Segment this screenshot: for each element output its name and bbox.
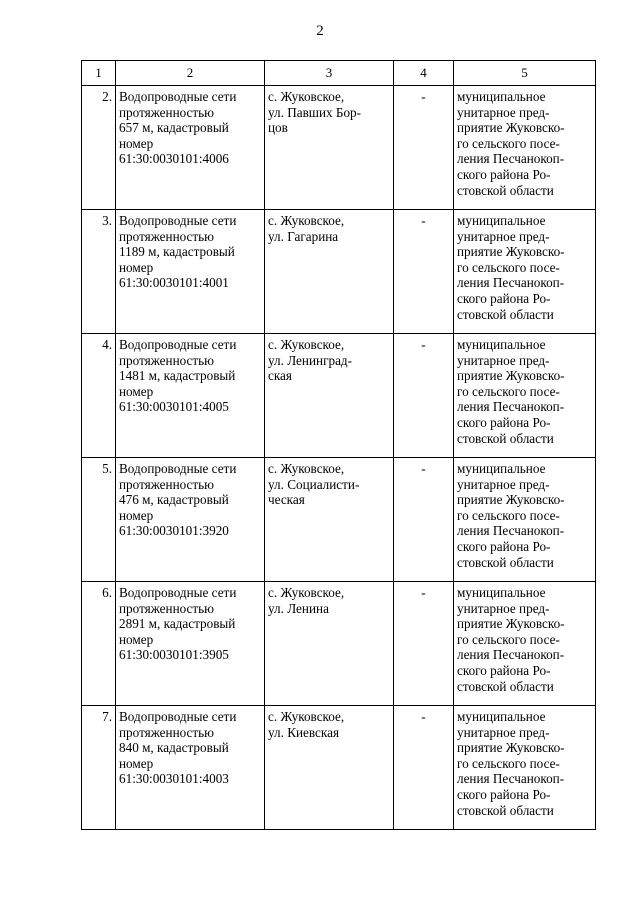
object-name-cell-line: номер	[119, 383, 154, 399]
address-cell-line: ул. Социалисти-	[268, 476, 360, 492]
address-cell-line: с. Жуковское,	[268, 89, 345, 104]
address-cell-line: ул. Павших Бор-	[268, 104, 362, 120]
column-header-number: 1	[82, 61, 116, 86]
object-name-cell-line: Водопроводные сети	[119, 89, 237, 104]
owner-cell-line: го сельского посе-	[457, 631, 560, 647]
owner-cell-line: унитарное пред-	[457, 352, 550, 368]
object-name-cell-line: номер	[119, 631, 154, 647]
object-name-cell-line: протяженностью	[119, 600, 215, 616]
owner-cell-line: унитарное пред-	[457, 228, 550, 244]
area-cell: -	[394, 334, 454, 458]
area-cell: -	[394, 210, 454, 334]
address-cell	[265, 334, 394, 458]
property-registry-table	[81, 60, 596, 830]
object-name-cell	[116, 706, 265, 830]
address-cell-line: с. Жуковское,	[268, 213, 345, 228]
owner-cell-line: приятие Жуковско-	[457, 492, 565, 508]
owner-cell-line: муниципальное	[457, 461, 546, 476]
table-row	[82, 86, 596, 210]
row-number-cell: 5.	[82, 458, 116, 582]
table-row	[82, 582, 596, 706]
page-number: 2	[316, 23, 324, 39]
object-name-cell-line: 1189 м, кадастровый	[119, 244, 235, 260]
object-name-cell-line: протяженностью	[119, 104, 215, 120]
object-name-cell	[116, 210, 265, 334]
object-name-cell-line: Водопроводные сети	[119, 585, 237, 600]
table-row	[82, 706, 596, 830]
owner-cell	[454, 706, 596, 830]
owner-cell-line: ления Песчанокоп-	[457, 647, 565, 663]
table-body	[82, 86, 596, 830]
owner-cell	[454, 86, 596, 210]
owner-cell-line: ского района Ро-	[457, 414, 551, 430]
object-name-cell	[116, 458, 265, 582]
area-cell: -	[394, 458, 454, 582]
owner-cell-line: ления Песчанокоп-	[457, 523, 565, 539]
area-cell: -	[394, 86, 454, 210]
owner-cell	[454, 210, 596, 334]
address-cell	[265, 706, 394, 830]
owner-cell-line: муниципальное	[457, 585, 546, 600]
address-cell-line: с. Жуковское,	[268, 337, 345, 352]
owner-cell-line: го сельского посе-	[457, 507, 560, 523]
owner-cell-line: ского района Ро-	[457, 786, 551, 802]
address-cell	[265, 582, 394, 706]
owner-cell-line: унитарное пред-	[457, 104, 550, 120]
address-cell	[265, 458, 394, 582]
object-name-cell-line: Водопроводные сети	[119, 461, 237, 476]
object-name-cell-line: протяженностью	[119, 228, 215, 244]
row-number-cell: 2.	[82, 86, 116, 210]
object-name-cell-line: 657 м, кадастровый	[119, 120, 229, 136]
owner-cell-line: муниципальное	[457, 709, 546, 724]
address-cell-line: с. Жуковское,	[268, 585, 345, 600]
column-header-name: 2	[116, 61, 265, 86]
owner-cell	[454, 334, 596, 458]
row-number-cell: 6.	[82, 582, 116, 706]
address-cell-line: с. Жуковское,	[268, 709, 345, 724]
owner-cell-line: ского района Ро-	[457, 538, 551, 554]
owner-cell-line: ского района Ро-	[457, 166, 551, 182]
area-cell: -	[394, 582, 454, 706]
row-number-cell: 3.	[82, 210, 116, 334]
address-cell-line: ческая	[268, 492, 305, 508]
address-cell-line: ская	[268, 368, 292, 384]
owner-cell-line: муниципальное	[457, 337, 546, 352]
object-name-cell	[116, 86, 265, 210]
object-name-cell-line: номер	[119, 259, 154, 275]
object-name-cell	[116, 582, 265, 706]
object-name-cell-line: 61:30:0030101:4003	[119, 771, 229, 787]
object-name-cell-line: 840 м, кадастровый	[119, 740, 229, 756]
object-name-cell-line: 61:30:0030101:4001	[119, 275, 229, 291]
object-name-cell-line: 61:30:0030101:4006	[119, 151, 229, 167]
object-name-cell-line: 2891 м, кадастровый	[119, 616, 236, 632]
table-row	[82, 334, 596, 458]
owner-cell-line: приятие Жуковско-	[457, 616, 565, 632]
owner-cell-line: стовской области	[457, 802, 554, 818]
object-name-cell-line: 1481 м, кадастровый	[119, 368, 236, 384]
object-name-cell-line: 61:30:0030101:3905	[119, 647, 229, 663]
address-cell-line: ул. Киевская	[268, 724, 340, 740]
object-name-cell-line: 61:30:0030101:3920	[119, 523, 229, 539]
owner-cell	[454, 458, 596, 582]
owner-cell-line: стовской области	[457, 182, 554, 198]
owner-cell	[454, 582, 596, 706]
owner-cell-line: унитарное пред-	[457, 724, 550, 740]
address-cell-line: ул. Ленинград-	[268, 352, 353, 368]
object-name-cell-line: Водопроводные сети	[119, 337, 237, 352]
owner-cell-line: стовской области	[457, 306, 554, 322]
owner-cell-line: ления Песчанокоп-	[457, 399, 565, 415]
column-header-address: 3	[265, 61, 394, 86]
owner-cell-line: го сельского посе-	[457, 755, 560, 771]
owner-cell-line: ского района Ро-	[457, 290, 551, 306]
owner-cell-line: приятие Жуковско-	[457, 740, 565, 756]
address-cell	[265, 86, 394, 210]
table-header-row	[82, 61, 596, 86]
table-row	[82, 210, 596, 334]
column-header-area: 4	[394, 61, 454, 86]
object-name-cell-line: протяженностью	[119, 724, 215, 740]
owner-cell-line: приятие Жуковско-	[457, 244, 565, 260]
object-name-cell-line: номер	[119, 755, 154, 771]
row-number-cell: 4.	[82, 334, 116, 458]
owner-cell-line: ского района Ро-	[457, 662, 551, 678]
owner-cell-line: го сельского посе-	[457, 259, 560, 275]
owner-cell-line: ления Песчанокоп-	[457, 275, 565, 291]
object-name-cell-line: 476 м, кадастровый	[119, 492, 229, 508]
address-cell-line: ул. Гагарина	[268, 228, 339, 244]
owner-cell-line: го сельского посе-	[457, 135, 560, 151]
address-cell-line: цов	[268, 120, 288, 136]
owner-cell-line: приятие Жуковско-	[457, 120, 565, 136]
owner-cell-line: го сельского посе-	[457, 383, 560, 399]
owner-cell-line: стовской области	[457, 554, 554, 570]
object-name-cell-line: протяженностью	[119, 352, 215, 368]
object-name-cell-line: номер	[119, 135, 154, 151]
row-number-cell: 7.	[82, 706, 116, 830]
object-name-cell	[116, 334, 265, 458]
address-cell	[265, 210, 394, 334]
address-cell-line: ул. Ленина	[268, 600, 329, 616]
owner-cell-line: муниципальное	[457, 89, 546, 104]
owner-cell-line: ления Песчанокоп-	[457, 771, 565, 787]
object-name-cell-line: протяженностью	[119, 476, 215, 492]
owner-cell-line: муниципальное	[457, 213, 546, 228]
table-row	[82, 458, 596, 582]
owner-cell-line: унитарное пред-	[457, 600, 550, 616]
object-name-cell-line: Водопроводные сети	[119, 709, 237, 724]
object-name-cell-line: номер	[119, 507, 154, 523]
object-name-cell-line: Водопроводные сети	[119, 213, 237, 228]
column-header-owner: 5	[454, 61, 596, 86]
owner-cell-line: стовской области	[457, 678, 554, 694]
area-cell: -	[394, 706, 454, 830]
owner-cell-line: ления Песчанокоп-	[457, 151, 565, 167]
owner-cell-line: стовской области	[457, 430, 554, 446]
owner-cell-line: унитарное пред-	[457, 476, 550, 492]
address-cell-line: с. Жуковское,	[268, 461, 345, 476]
object-name-cell-line: 61:30:0030101:4005	[119, 399, 229, 415]
owner-cell-line: приятие Жуковско-	[457, 368, 565, 384]
